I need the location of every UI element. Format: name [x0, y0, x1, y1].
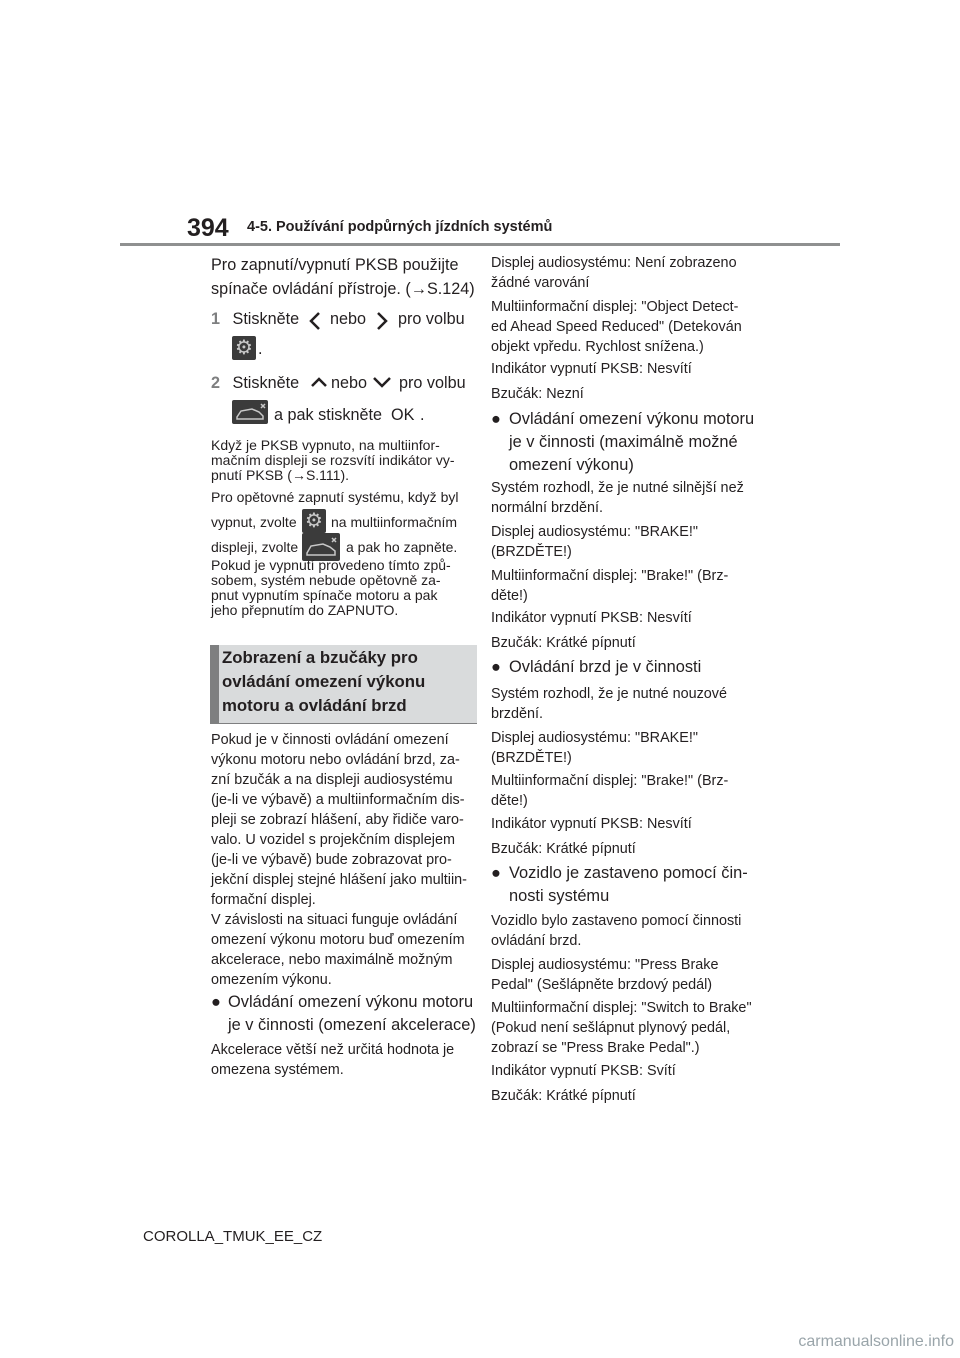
- step-2-number: 2: [211, 374, 221, 392]
- r12-line: Multiinformační displej: "Brake!" (Brz-: [491, 773, 729, 789]
- r6-line: (BRZDĚTE!): [491, 544, 572, 560]
- r5-line: Systém rozhodl, že je nutné silnější než: [491, 480, 744, 496]
- intro-ref: S.124): [426, 280, 475, 298]
- p1-line: pleji se zobrazí hlášení, aby řidiče varo-: [211, 812, 464, 828]
- section-heading-line-1: Zobrazení a bzučáky pro: [222, 648, 418, 667]
- r13: Indikátor vypnutí PKSB: Nesvítí: [491, 816, 692, 832]
- r16-line: Pedal" (Sešlápněte brzdový pedál): [491, 977, 713, 993]
- r12: [491, 771, 728, 811]
- r7-line: Multiinformační displej: "Brake!" (Brz-: [491, 568, 729, 584]
- r15-line: ovládání brzd.: [491, 933, 582, 949]
- r6: [491, 522, 698, 562]
- p1-line: valo. U vozidel s projekčním displejem: [211, 832, 455, 848]
- p2-line: V závislosti na situaci funguje ovládání: [211, 912, 458, 928]
- bullet-2-marker: ●: [491, 410, 501, 428]
- step-1-end: .: [258, 340, 263, 358]
- p2-line: omezení výkonu motoru buď omezením: [211, 932, 465, 948]
- p1-line: (je-li ve výbavě) a multiinformačním dis-: [211, 792, 465, 808]
- bullet-2-line: Ovládání omezení výkonu motoru: [509, 410, 755, 428]
- section-header: 4-5. Používání podpůrných jízdních systémů: [247, 219, 553, 235]
- bullet-4-marker: ●: [491, 864, 501, 882]
- p3-line: omezena systémem.: [211, 1062, 344, 1078]
- intro-text: spínače ovládání přístroje. (: [211, 280, 411, 298]
- bullet-3-marker: ●: [491, 658, 501, 676]
- note-1-line-2: mačním displeji se rozsvítí indikátor vy-: [211, 452, 455, 468]
- intro-line-2: [211, 277, 475, 301]
- step-2-text-a: Stiskněte: [232, 374, 300, 392]
- chevron-down-icon: [372, 376, 392, 388]
- step-2: [211, 371, 299, 395]
- note-2-line-5: sobem, systém nebude opětovně za-: [211, 572, 441, 588]
- r2-line: Multiinformační displej: "Object Detect-: [491, 299, 739, 315]
- bullet-1-line: je v činnosti (omezení akcelerace): [228, 1016, 476, 1034]
- r4: Bzučák: Nezní: [491, 386, 584, 402]
- paragraph-2: [211, 910, 465, 990]
- p1-line: (je-li ve výbavě) bude zobrazovat pro-: [211, 852, 452, 868]
- r16-line: Displej audiosystému: "Press Brake: [491, 957, 719, 973]
- bullet-4-line: Vozidlo je zastaveno pomocí čin-: [509, 864, 748, 882]
- r1-line: žádné varování: [491, 275, 590, 291]
- bullet-1-marker: ●: [211, 993, 221, 1011]
- r11-line: Displej audiosystému: "BRAKE!": [491, 730, 698, 746]
- watermark: carmanualsonline.info: [798, 1333, 954, 1350]
- pksb-car-icon: [232, 400, 268, 424]
- r17-line: zobrazí se "Press Brake Pedal".): [491, 1040, 700, 1056]
- ref-arrow-icon: →: [410, 280, 427, 298]
- settings-gear-icon-small: [302, 509, 326, 533]
- r8: Indikátor vypnutí PKSB: Nesvítí: [491, 610, 692, 626]
- r2: [491, 297, 742, 357]
- step-1-text-a: Stiskněte: [232, 310, 300, 328]
- p3-line: Akcelerace větší než určitá hodnota je: [211, 1042, 455, 1058]
- note-1-text: pnutí PKSB (: [211, 467, 292, 483]
- bullet-1: [228, 991, 476, 1037]
- r11: [491, 728, 698, 768]
- p1-line: Pokud je v činnosti ovládání omezení: [211, 732, 449, 748]
- r10: [491, 684, 727, 724]
- note-2-line-7: jeho přepnutím do ZAPNUTO.: [211, 602, 399, 618]
- r15: [491, 911, 741, 951]
- r16: [491, 955, 718, 995]
- section-heading-line-3: motoru a ovládání brzd: [222, 696, 407, 715]
- r7-line: děte!): [491, 588, 528, 604]
- note-2-line-2b: na multiinformačním: [331, 514, 458, 530]
- page-number: 394: [187, 214, 229, 242]
- r2-line: objekt vpředu. Rychlost snížena.): [491, 339, 704, 355]
- p1-line: jekční displej stejné hlášení jako multiin-: [211, 872, 467, 888]
- r17-line: Multiinformační displej: "Switch to Brake": [491, 1000, 752, 1016]
- note-2-line-4: Pokud je vypnutí provedeno tímto způ-: [211, 557, 451, 573]
- chevron-left-icon: [309, 311, 321, 331]
- step-2-end: .: [420, 406, 425, 424]
- r1-line: Displej audiosystému: Není zobrazeno: [491, 255, 737, 271]
- paragraph-3: [211, 1040, 454, 1080]
- bullet-2-line: omezení výkonu): [509, 456, 634, 474]
- p2-line: omezením výkonu.: [211, 972, 332, 988]
- r2-line: ed Ahead Speed Reduced" (Detekován: [491, 319, 742, 335]
- note-2-line-6: pnut vypnutím spínače motoru a pak: [211, 587, 438, 603]
- r14: Bzučák: Krátké pípnutí: [491, 841, 636, 857]
- note-2-line-3b: a pak ho zapněte.: [346, 539, 458, 555]
- r15-line: Vozidlo bylo zastaveno pomocí činnosti: [491, 913, 742, 929]
- note-2-line-3a: displeji, zvolte: [211, 539, 299, 555]
- r1: [491, 253, 737, 293]
- r17: [491, 998, 752, 1058]
- step-1-text-b: nebo: [330, 310, 367, 328]
- p1-line: formační displej.: [211, 892, 316, 908]
- ok-button-label: OK: [391, 406, 415, 424]
- paragraph-1: [211, 730, 467, 910]
- chevron-right-icon: [376, 311, 388, 331]
- section-heading: [222, 646, 462, 718]
- note-1-line-3: [211, 469, 349, 482]
- chevron-up-icon: [310, 376, 328, 388]
- note-1-ref: S.111).: [305, 467, 349, 483]
- r19: Bzučák: Krátké pípnutí: [491, 1088, 636, 1104]
- step-2-text-c: pro volbu: [399, 374, 466, 392]
- r3: Indikátor vypnutí PKSB: Nesvítí: [491, 361, 692, 377]
- step-1-text-c: pro volbu: [398, 310, 465, 328]
- document-code: COROLLA_TMUK_EE_CZ: [143, 1228, 323, 1245]
- section-heading-line-2: ovládání omezení výkonu: [222, 672, 426, 691]
- p1-line: zní bzučák a na displeji audiosystému: [211, 772, 453, 788]
- note-1-line-1: Když je PKSB vypnuto, na multiinfor-: [211, 437, 440, 453]
- note-2-line-1: Pro opětovné zapnutí systému, když byl: [211, 489, 459, 505]
- intro-line-1: Pro zapnutí/vypnutí PKSB použijte: [211, 256, 459, 274]
- p1-line: výkonu motoru nebo ovládání brzd, za-: [211, 752, 460, 768]
- p2-line: akcelerace, nebo maximálně možným: [211, 952, 453, 968]
- r12-line: děte!): [491, 793, 528, 809]
- r5: [491, 478, 744, 518]
- step-1: [211, 307, 299, 331]
- r6-line: Displej audiosystému: "BRAKE!": [491, 524, 698, 540]
- ref-arrow-icon: →: [291, 467, 306, 483]
- settings-gear-icon: [232, 336, 256, 360]
- r11-line: (BRZDĚTE!): [491, 750, 572, 766]
- r7: [491, 566, 728, 606]
- r10-line: brzdění.: [491, 706, 543, 722]
- step-1-number: 1: [211, 310, 221, 328]
- r17-line: (Pokud není sešlápnut plynový pedál,: [491, 1020, 731, 1036]
- r18: Indikátor vypnutí PKSB: Svítí: [491, 1063, 676, 1079]
- bullet-4: [509, 862, 748, 908]
- step-2-text-b: nebo: [331, 374, 368, 392]
- bullet-3: Ovládání brzd je v činnosti: [509, 658, 702, 676]
- step-2-text-d: a pak stiskněte: [274, 406, 382, 424]
- bullet-4-line: nosti systému: [509, 887, 610, 905]
- bullet-2: [509, 408, 754, 477]
- bullet-2-line: je v činnosti (maximálně možné: [509, 433, 738, 451]
- note-2-line-2a: vypnut, zvolte: [211, 514, 297, 530]
- r9: Bzučák: Krátké pípnutí: [491, 635, 636, 651]
- r10-line: Systém rozhodl, že je nutné nouzové: [491, 686, 727, 702]
- header-rule: [120, 243, 840, 246]
- r5-line: normální brzdění.: [491, 500, 603, 516]
- bullet-1-line: Ovládání omezení výkonu motoru: [228, 993, 474, 1011]
